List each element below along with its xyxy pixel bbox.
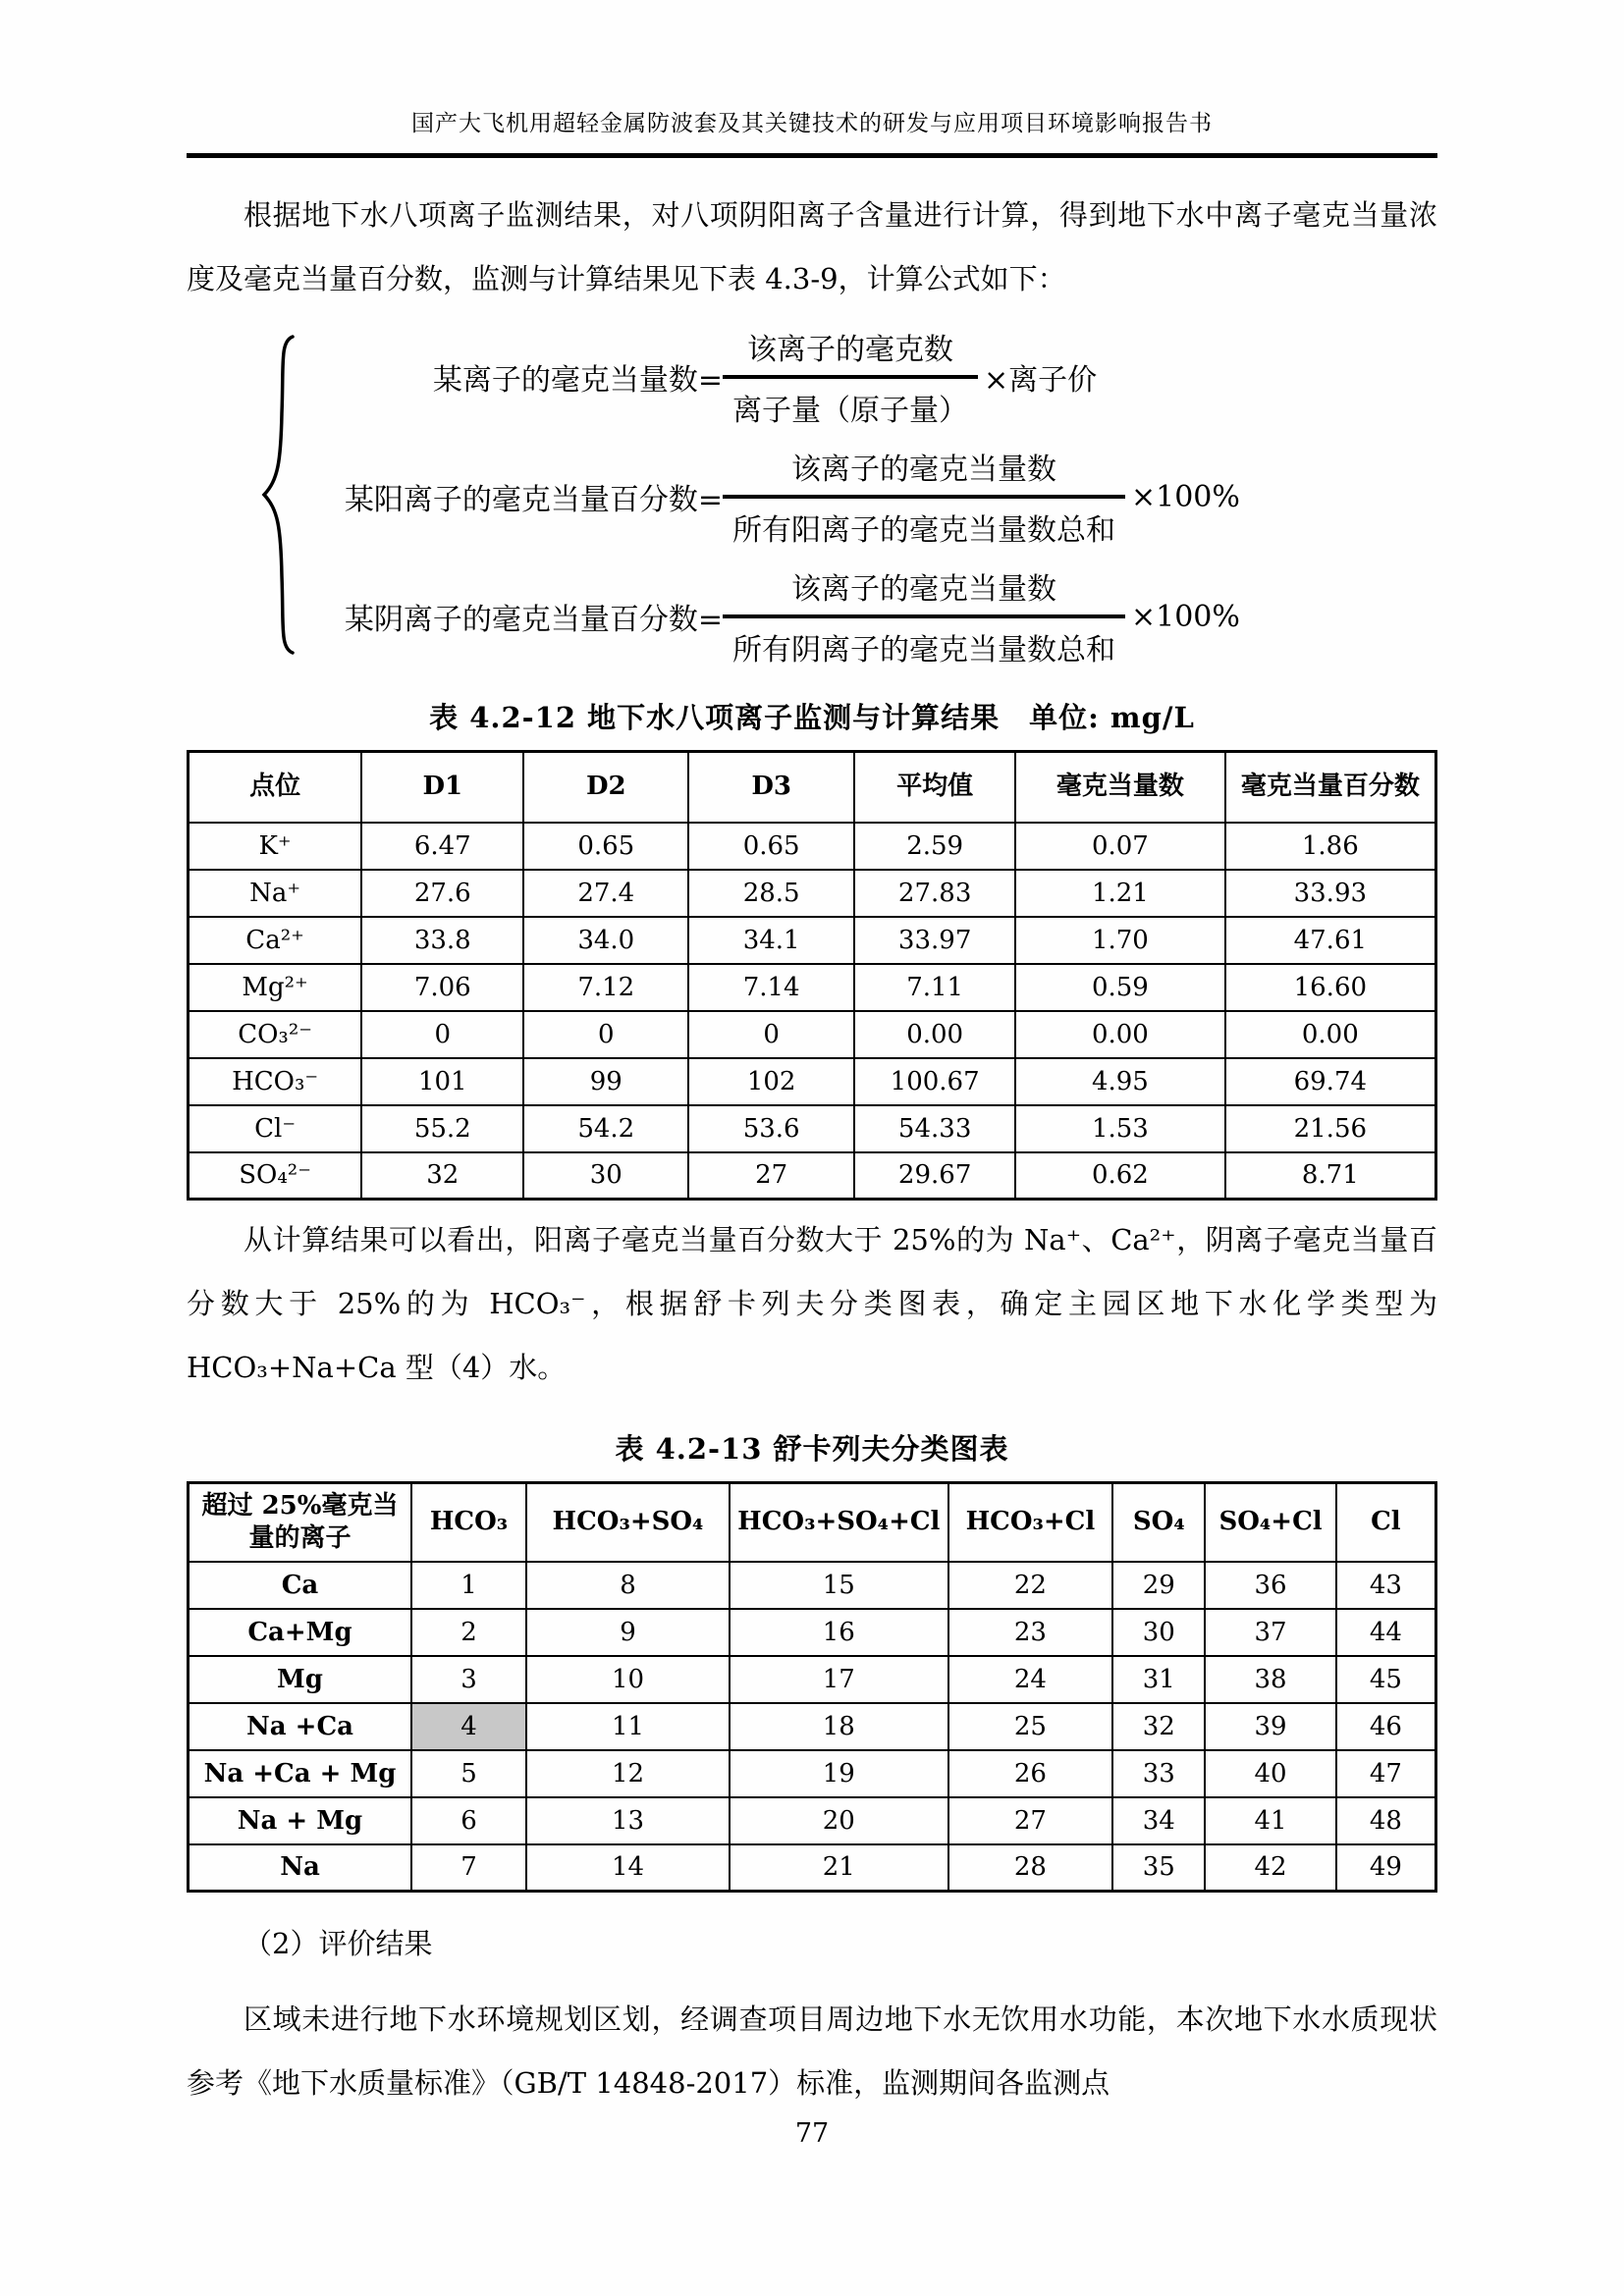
table-cell: 32 — [1112, 1703, 1205, 1750]
formula-meq-label: 某离子的毫克当量数= — [432, 363, 723, 398]
table-cell: 0.00 — [1015, 1011, 1225, 1058]
table-cell: 0 — [523, 1011, 688, 1058]
table-4-2-12-title: 表 4.2-12 地下水八项离子监测与计算结果 单位: mg/L — [429, 701, 1195, 734]
table-cell: 33 — [1112, 1750, 1205, 1797]
table-cell: 69.74 — [1225, 1058, 1436, 1105]
table-cell: 20 — [730, 1797, 947, 1844]
fraction-numerator: 该离子的毫克数 — [747, 333, 953, 367]
table-row — [189, 917, 1436, 964]
table-cell: 29 — [1112, 1562, 1205, 1609]
column-header: Cl — [1336, 1483, 1436, 1562]
table-cell: 9 — [526, 1609, 730, 1656]
table-cell: 33.97 — [854, 917, 1015, 964]
row-label-cell: K⁺ — [189, 823, 362, 870]
table-cell: 12 — [526, 1750, 730, 1797]
table-cell: 26 — [948, 1750, 1113, 1797]
table-cell: 30 — [523, 1152, 688, 1200]
column-header: D3 — [688, 752, 854, 823]
table-cell: 21 — [730, 1844, 947, 1892]
column-header: 超过 25%毫克当量的离子 — [189, 1483, 412, 1562]
table-cell: 17 — [730, 1656, 947, 1703]
row-label-cell: Na +Ca + Mg — [189, 1750, 412, 1797]
table-cell: 0.00 — [1225, 1011, 1436, 1058]
table-cell: 31 — [1112, 1656, 1205, 1703]
table-cell: 53.6 — [688, 1105, 854, 1152]
table-cell: 6.47 — [361, 823, 523, 870]
fraction-denominator: 所有阴离子的毫克当量数总和 — [723, 614, 1125, 668]
ions-monitoring-table — [187, 750, 1437, 1201]
formula-cation-label: 某阳离子的毫克当量百分数= — [344, 483, 723, 517]
fraction-numerator: 该离子的毫克当量数 — [791, 453, 1056, 487]
formula-anion-percent — [298, 564, 1240, 668]
table-header-row — [189, 752, 1436, 823]
table-row — [189, 1562, 1436, 1609]
table-cell: 0 — [361, 1011, 523, 1058]
shkalev-table-head — [189, 1483, 1436, 1562]
shkalev-classification-table — [187, 1481, 1437, 1893]
highlighted-cell: 4 — [411, 1703, 526, 1750]
table-cell: 101 — [361, 1058, 523, 1105]
formula-block — [257, 325, 1437, 668]
table-cell: 6 — [411, 1797, 526, 1844]
row-label-cell: Na + Mg — [189, 1797, 412, 1844]
row-label-cell: CO₃²⁻ — [189, 1011, 362, 1058]
table-row — [189, 1844, 1436, 1892]
row-label-cell: HCO₃⁻ — [189, 1058, 362, 1105]
table-cell: 32 — [361, 1152, 523, 1200]
formula-anion-fraction — [723, 564, 1125, 668]
table-row — [189, 823, 1436, 870]
table-row — [189, 1656, 1436, 1703]
table-row — [189, 1750, 1436, 1797]
table-cell: 28 — [948, 1844, 1113, 1892]
table-cell: 10 — [526, 1656, 730, 1703]
table-cell: 46 — [1336, 1703, 1436, 1750]
column-header: D2 — [523, 752, 688, 823]
table-cell: 37 — [1205, 1609, 1335, 1656]
table-cell: 43 — [1336, 1562, 1436, 1609]
table-cell: 47.61 — [1225, 917, 1436, 964]
table-cell: 0.07 — [1015, 823, 1225, 870]
table-cell: 54.2 — [523, 1105, 688, 1152]
table-cell: 34 — [1112, 1797, 1205, 1844]
table-cell: 7.12 — [523, 964, 688, 1011]
column-header: HCO₃+SO₄ — [526, 1483, 730, 1562]
table-cell: 4.95 — [1015, 1058, 1225, 1105]
table-cell: 0.00 — [854, 1011, 1015, 1058]
table-cell: 1.86 — [1225, 823, 1436, 870]
formula-meq — [298, 325, 1240, 429]
formula-column — [298, 325, 1240, 668]
ions-table-body — [189, 823, 1436, 1200]
table-cell: 33.93 — [1225, 870, 1436, 917]
table-cell: 27.83 — [854, 870, 1015, 917]
column-header: SO₄ — [1112, 1483, 1205, 1562]
column-header: D1 — [361, 752, 523, 823]
column-header: 点位 — [189, 752, 362, 823]
table-cell: 34.1 — [688, 917, 854, 964]
table-row — [189, 1609, 1436, 1656]
table-cell: 41 — [1205, 1797, 1335, 1844]
formula-cation-percent — [298, 445, 1240, 549]
intro-paragraph: 根据地下水八项离子监测结果，对八项阴阳离子含量进行计算，得到地下水中离子毫克当量浓度及毫克当量百分数，监测与计算结果见下表 4.3-9，计算公式如下： — [187, 198, 1437, 295]
table-cell: 7.14 — [688, 964, 854, 1011]
table-cell: 19 — [730, 1750, 947, 1797]
table-cell: 22 — [948, 1562, 1113, 1609]
table-cell: 30 — [1112, 1609, 1205, 1656]
table-cell: 0.65 — [688, 823, 854, 870]
table-cell: 21.56 — [1225, 1105, 1436, 1152]
table-row — [189, 870, 1436, 917]
table-cell: 18 — [730, 1703, 947, 1750]
row-label-cell: Ca+Mg — [189, 1609, 412, 1656]
table-cell: 39 — [1205, 1703, 1335, 1750]
table-cell: 1.70 — [1015, 917, 1225, 964]
formula-meq-suffix: ×离子价 — [984, 363, 1098, 398]
table-cell: 11 — [526, 1703, 730, 1750]
table-cell: 38 — [1205, 1656, 1335, 1703]
formula-anion-suffix: ×100% — [1131, 599, 1240, 634]
table-cell: 27.6 — [361, 870, 523, 917]
table-row — [189, 1058, 1436, 1105]
table-cell: 24 — [948, 1656, 1113, 1703]
table-cell: 55.2 — [361, 1105, 523, 1152]
table-cell: 102 — [688, 1058, 854, 1105]
table-cell: 5 — [411, 1750, 526, 1797]
formula-cation-suffix: ×100% — [1131, 479, 1240, 514]
table-cell: 2 — [411, 1609, 526, 1656]
table-cell: 42 — [1205, 1844, 1335, 1892]
header-rule — [187, 153, 1437, 158]
row-label-cell: Ca — [189, 1562, 412, 1609]
table-cell: 47 — [1336, 1750, 1436, 1797]
row-label-cell: Mg²⁺ — [189, 964, 362, 1011]
row-label-cell: Na — [189, 1844, 412, 1892]
table-row — [189, 1797, 1436, 1844]
table-cell: 28.5 — [688, 870, 854, 917]
table-cell: 1.53 — [1015, 1105, 1225, 1152]
table-cell: 36 — [1205, 1562, 1335, 1609]
table-cell: 27 — [688, 1152, 854, 1200]
table-cell: 7.11 — [854, 964, 1015, 1011]
fraction-denominator: 离子量（原子量） — [723, 375, 978, 429]
row-label-cell: SO₄²⁻ — [189, 1152, 362, 1200]
section-label-evaluation-result: （2）评价结果 — [244, 1927, 433, 1960]
table-cell: 44 — [1336, 1609, 1436, 1656]
page-number: 77 — [794, 2118, 830, 2149]
table-cell: 7.06 — [361, 964, 523, 1011]
table-header-row — [189, 1483, 1436, 1562]
fraction-numerator: 该离子的毫克当量数 — [791, 572, 1056, 607]
closing-paragraph: 区域未进行地下水环境规划区划，经调查项目周边地下水无饮用水功能，本次地下水水质现状参考《地下水质量标准》（GB/T 14848-2017）标准，监测期间各监测点 — [187, 2002, 1437, 2100]
row-label-cell: Mg — [189, 1656, 412, 1703]
table-row — [189, 964, 1436, 1011]
table-cell: 3 — [411, 1656, 526, 1703]
table-cell: 99 — [523, 1058, 688, 1105]
table-row — [189, 1703, 1436, 1750]
table-cell: 100.67 — [854, 1058, 1015, 1105]
table-cell: 16.60 — [1225, 964, 1436, 1011]
left-brace-icon — [257, 333, 298, 661]
shkalev-table-body — [189, 1562, 1436, 1892]
analysis-paragraph: 从计算结果可以看出，阳离子毫克当量百分数大于 25%的为 Na⁺、Ca²⁺，阴离子毫克当量百分数大于 25%的为 HCO₃⁻，根据舒卡列夫分类图表，确定主园区地下水化学类型为 HCO₃+Na+Ca 型（4）水。 — [187, 1223, 1437, 1384]
row-label-cell: Cl⁻ — [189, 1105, 362, 1152]
table-cell: 0.59 — [1015, 964, 1225, 1011]
table-row — [189, 1105, 1436, 1152]
table-cell: 40 — [1205, 1750, 1335, 1797]
table-cell: 27.4 — [523, 870, 688, 917]
table-cell: 7 — [411, 1844, 526, 1892]
table-cell: 0.65 — [523, 823, 688, 870]
table-cell: 1.21 — [1015, 870, 1225, 917]
table-cell: 8 — [526, 1562, 730, 1609]
formula-meq-fraction — [723, 325, 978, 429]
ions-table-head — [189, 752, 1436, 823]
table-cell: 33.8 — [361, 917, 523, 964]
column-header: 毫克当量百分数 — [1225, 752, 1436, 823]
formula-cation-fraction — [723, 445, 1125, 549]
table-cell: 48 — [1336, 1797, 1436, 1844]
table-cell: 35 — [1112, 1844, 1205, 1892]
table-cell: 1 — [411, 1562, 526, 1609]
document-header-title: 国产大飞机用超轻金属防波套及其关键技术的研发与应用项目环境影响报告书 — [411, 111, 1213, 136]
table-cell: 54.33 — [854, 1105, 1015, 1152]
row-label-cell: Na⁺ — [189, 870, 362, 917]
table-cell: 27 — [948, 1797, 1113, 1844]
column-header: 平均值 — [854, 752, 1015, 823]
column-header: HCO₃+Cl — [948, 1483, 1113, 1562]
column-header: HCO₃+SO₄+Cl — [730, 1483, 947, 1562]
column-header: 毫克当量数 — [1015, 752, 1225, 823]
table-4-2-13-title: 表 4.2-13 舒卡列夫分类图表 — [615, 1432, 1009, 1466]
table-cell: 13 — [526, 1797, 730, 1844]
table-row — [189, 1152, 1436, 1200]
table-cell: 2.59 — [854, 823, 1015, 870]
row-label-cell: Ca²⁺ — [189, 917, 362, 964]
table-cell: 0.62 — [1015, 1152, 1225, 1200]
table-cell: 8.71 — [1225, 1152, 1436, 1200]
row-label-cell: Na +Ca — [189, 1703, 412, 1750]
table-cell: 23 — [948, 1609, 1113, 1656]
table-cell: 15 — [730, 1562, 947, 1609]
table-cell: 16 — [730, 1609, 947, 1656]
table-cell: 49 — [1336, 1844, 1436, 1892]
formula-anion-label: 某阴离子的毫克当量百分数= — [344, 603, 723, 637]
table-cell: 25 — [948, 1703, 1113, 1750]
table-cell: 14 — [526, 1844, 730, 1892]
column-header: SO₄+Cl — [1205, 1483, 1335, 1562]
fraction-denominator: 所有阳离子的毫克当量数总和 — [723, 495, 1125, 549]
table-cell: 34.0 — [523, 917, 688, 964]
table-cell: 0 — [688, 1011, 854, 1058]
table-cell: 29.67 — [854, 1152, 1015, 1200]
table-cell: 45 — [1336, 1656, 1436, 1703]
column-header: HCO₃ — [411, 1483, 526, 1562]
table-row — [189, 1011, 1436, 1058]
